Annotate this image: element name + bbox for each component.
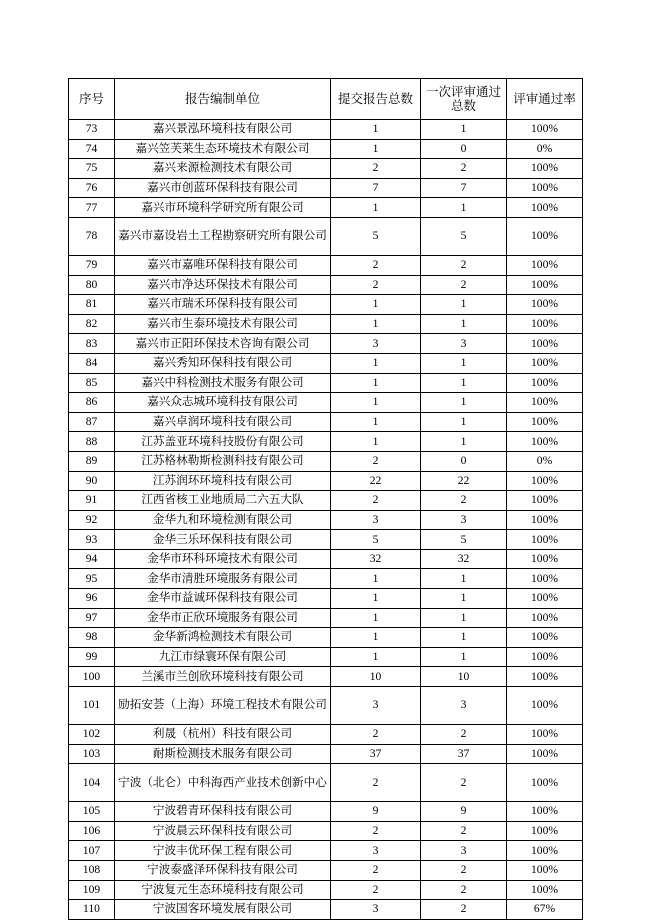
cell-seq: 80 — [69, 275, 115, 295]
cell-first-pass-total: 5 — [421, 530, 507, 550]
cell-unit-name: 金华市清胜环境服务有限公司 — [115, 569, 331, 589]
cell-first-pass-total: 2 — [421, 861, 507, 881]
table-row — [69, 549, 583, 569]
cell-seq: 87 — [69, 412, 115, 432]
table-row — [69, 725, 583, 745]
cell-pass-rate: 100% — [507, 198, 583, 218]
cell-pass-rate: 100% — [507, 687, 583, 725]
cell-first-pass-total: 2 — [421, 821, 507, 841]
cell-first-pass-total: 5 — [421, 217, 507, 255]
cell-seq: 83 — [69, 334, 115, 354]
cell-submitted-total: 1 — [331, 393, 421, 413]
cell-unit-name: 嘉兴市嘉设岩土工程勘察研究所有限公司 — [115, 217, 331, 255]
table-row — [69, 608, 583, 628]
column-header-pass-rate: 评审通过率 — [507, 79, 583, 120]
cell-seq: 99 — [69, 647, 115, 667]
cell-submitted-total: 1 — [331, 198, 421, 218]
cell-submitted-total: 37 — [331, 744, 421, 764]
cell-submitted-total: 2 — [331, 861, 421, 881]
cell-submitted-total: 3 — [331, 510, 421, 530]
table-row — [69, 412, 583, 432]
cell-pass-rate: 100% — [507, 880, 583, 900]
cell-unit-name: 金华市环科环境技术有限公司 — [115, 549, 331, 569]
cell-submitted-total: 32 — [331, 549, 421, 569]
cell-submitted-total: 22 — [331, 471, 421, 491]
cell-unit-name: 金华九和环境检测有限公司 — [115, 510, 331, 530]
cell-submitted-total: 7 — [331, 178, 421, 198]
table-header — [69, 79, 583, 120]
cell-submitted-total: 2 — [331, 255, 421, 275]
cell-pass-rate: 100% — [507, 647, 583, 667]
cell-seq: 85 — [69, 373, 115, 393]
cell-submitted-total: 1 — [331, 589, 421, 609]
cell-seq: 92 — [69, 510, 115, 530]
cell-unit-name: 金华新鸿检测技术有限公司 — [115, 628, 331, 648]
cell-submitted-total: 1 — [331, 569, 421, 589]
cell-first-pass-total: 22 — [421, 471, 507, 491]
cell-submitted-total: 10 — [331, 667, 421, 687]
cell-unit-name: 宁波丰优环保工程有限公司 — [115, 841, 331, 861]
cell-unit-name: 金华市正欣环境服务有限公司 — [115, 608, 331, 628]
cell-pass-rate: 0% — [507, 139, 583, 159]
cell-first-pass-total: 1 — [421, 608, 507, 628]
cell-seq: 94 — [69, 549, 115, 569]
cell-unit-name: 嘉兴众志城环境科技有限公司 — [115, 393, 331, 413]
cell-seq: 97 — [69, 608, 115, 628]
cell-seq: 74 — [69, 139, 115, 159]
cell-unit-name: 江苏盖亚环境科技股份有限公司 — [115, 432, 331, 452]
cell-first-pass-total: 2 — [421, 275, 507, 295]
table-row — [69, 647, 583, 667]
table-header-row — [69, 79, 583, 120]
column-header-first-pass-total: 一次评审通过总数 — [421, 79, 507, 120]
cell-submitted-total: 9 — [331, 802, 421, 822]
cell-first-pass-total: 37 — [421, 744, 507, 764]
table-body — [69, 120, 583, 920]
cell-pass-rate: 67% — [507, 900, 583, 920]
cell-pass-rate: 100% — [507, 589, 583, 609]
cell-submitted-total: 1 — [331, 647, 421, 667]
cell-submitted-total: 1 — [331, 353, 421, 373]
cell-first-pass-total: 1 — [421, 373, 507, 393]
table-row — [69, 510, 583, 530]
cell-seq: 98 — [69, 628, 115, 648]
table-row — [69, 120, 583, 140]
cell-pass-rate: 100% — [507, 353, 583, 373]
cell-seq: 89 — [69, 451, 115, 471]
table-row — [69, 139, 583, 159]
cell-seq: 75 — [69, 159, 115, 179]
cell-pass-rate: 100% — [507, 744, 583, 764]
cell-pass-rate: 100% — [507, 275, 583, 295]
cell-first-pass-total: 2 — [421, 880, 507, 900]
cell-pass-rate: 100% — [507, 334, 583, 354]
cell-pass-rate: 100% — [507, 295, 583, 315]
cell-pass-rate: 100% — [507, 861, 583, 881]
cell-seq: 78 — [69, 217, 115, 255]
cell-seq: 90 — [69, 471, 115, 491]
cell-unit-name: 宁波晨云环保科技有限公司 — [115, 821, 331, 841]
cell-pass-rate: 0% — [507, 451, 583, 471]
cell-pass-rate: 100% — [507, 412, 583, 432]
cell-submitted-total: 2 — [331, 821, 421, 841]
cell-unit-name: 嘉兴秀知环保科技有限公司 — [115, 353, 331, 373]
cell-pass-rate: 100% — [507, 725, 583, 745]
cell-seq: 100 — [69, 667, 115, 687]
cell-seq: 76 — [69, 178, 115, 198]
cell-first-pass-total: 32 — [421, 549, 507, 569]
cell-seq: 110 — [69, 900, 115, 920]
cell-unit-name: 兰溪市兰创欣环境科技有限公司 — [115, 667, 331, 687]
cell-seq: 102 — [69, 725, 115, 745]
report-table — [68, 78, 583, 920]
cell-first-pass-total: 2 — [421, 900, 507, 920]
table-row — [69, 628, 583, 648]
cell-submitted-total: 1 — [331, 608, 421, 628]
cell-submitted-total: 3 — [331, 687, 421, 725]
table-row — [69, 334, 583, 354]
cell-unit-name: 嘉兴市环境科学研究所有限公司 — [115, 198, 331, 218]
cell-unit-name: 江苏格林勒斯检测科技有限公司 — [115, 451, 331, 471]
table-container — [68, 78, 582, 920]
cell-seq: 103 — [69, 744, 115, 764]
cell-submitted-total: 1 — [331, 139, 421, 159]
cell-pass-rate: 100% — [507, 764, 583, 802]
column-header-unit: 报告编制单位 — [115, 79, 331, 120]
table-row — [69, 159, 583, 179]
cell-first-pass-total: 1 — [421, 314, 507, 334]
cell-first-pass-total: 1 — [421, 412, 507, 432]
cell-unit-name: 宁波复元生态环境科技有限公司 — [115, 880, 331, 900]
cell-submitted-total: 2 — [331, 880, 421, 900]
table-row — [69, 373, 583, 393]
column-header-submitted-total: 提交报告总数 — [331, 79, 421, 120]
cell-pass-rate: 100% — [507, 821, 583, 841]
cell-unit-name: 宁波泰盛泽环保科技有限公司 — [115, 861, 331, 881]
cell-unit-name: 利晟（杭州）科技有限公司 — [115, 725, 331, 745]
cell-first-pass-total: 1 — [421, 432, 507, 452]
cell-first-pass-total: 3 — [421, 841, 507, 861]
cell-submitted-total: 2 — [331, 159, 421, 179]
cell-first-pass-total: 1 — [421, 295, 507, 315]
cell-seq: 106 — [69, 821, 115, 841]
cell-unit-name: 九江市绿寰环保有限公司 — [115, 647, 331, 667]
table-row — [69, 178, 583, 198]
table-row — [69, 432, 583, 452]
cell-pass-rate: 100% — [507, 314, 583, 334]
table-row — [69, 255, 583, 275]
cell-first-pass-total: 10 — [421, 667, 507, 687]
cell-first-pass-total: 2 — [421, 491, 507, 511]
cell-seq: 96 — [69, 589, 115, 609]
cell-pass-rate: 100% — [507, 178, 583, 198]
cell-seq: 104 — [69, 764, 115, 802]
cell-seq: 88 — [69, 432, 115, 452]
table-row — [69, 569, 583, 589]
cell-submitted-total: 3 — [331, 900, 421, 920]
cell-pass-rate: 100% — [507, 217, 583, 255]
cell-unit-name: 宁波碧青环保科技有限公司 — [115, 802, 331, 822]
cell-first-pass-total: 9 — [421, 802, 507, 822]
table-row — [69, 451, 583, 471]
cell-submitted-total: 5 — [331, 530, 421, 550]
cell-unit-name: 江苏润环环境科技有限公司 — [115, 471, 331, 491]
cell-submitted-total: 1 — [331, 628, 421, 648]
table-row — [69, 314, 583, 334]
table-row — [69, 530, 583, 550]
cell-pass-rate: 100% — [507, 393, 583, 413]
table-row — [69, 744, 583, 764]
cell-first-pass-total: 3 — [421, 510, 507, 530]
cell-pass-rate: 100% — [507, 471, 583, 491]
table-row — [69, 802, 583, 822]
cell-unit-name: 江西省核工业地质局二六五大队 — [115, 491, 331, 511]
cell-submitted-total: 2 — [331, 451, 421, 471]
cell-seq: 93 — [69, 530, 115, 550]
cell-submitted-total: 1 — [331, 120, 421, 140]
cell-pass-rate: 100% — [507, 667, 583, 687]
cell-unit-name: 金华市益诚环保科技有限公司 — [115, 589, 331, 609]
cell-submitted-total: 1 — [331, 295, 421, 315]
cell-seq: 77 — [69, 198, 115, 218]
cell-pass-rate: 100% — [507, 608, 583, 628]
table-row — [69, 295, 583, 315]
cell-seq: 82 — [69, 314, 115, 334]
table-row — [69, 491, 583, 511]
cell-pass-rate: 100% — [507, 841, 583, 861]
table-row — [69, 275, 583, 295]
cell-seq: 73 — [69, 120, 115, 140]
cell-submitted-total: 5 — [331, 217, 421, 255]
cell-pass-rate: 100% — [507, 159, 583, 179]
cell-first-pass-total: 3 — [421, 334, 507, 354]
cell-first-pass-total: 1 — [421, 198, 507, 218]
cell-submitted-total: 1 — [331, 373, 421, 393]
table-row — [69, 687, 583, 725]
cell-submitted-total: 1 — [331, 432, 421, 452]
cell-first-pass-total: 1 — [421, 353, 507, 373]
cell-first-pass-total: 1 — [421, 628, 507, 648]
cell-seq: 105 — [69, 802, 115, 822]
cell-unit-name: 嘉兴来源检测技术有限公司 — [115, 159, 331, 179]
cell-first-pass-total: 2 — [421, 725, 507, 745]
cell-first-pass-total: 2 — [421, 159, 507, 179]
cell-pass-rate: 100% — [507, 510, 583, 530]
cell-unit-name: 宁波国客环境发展有限公司 — [115, 900, 331, 920]
cell-first-pass-total: 1 — [421, 589, 507, 609]
cell-submitted-total: 2 — [331, 491, 421, 511]
cell-pass-rate: 100% — [507, 569, 583, 589]
cell-unit-name: 嘉兴市净达环保技术有限公司 — [115, 275, 331, 295]
cell-seq: 109 — [69, 880, 115, 900]
cell-seq: 79 — [69, 255, 115, 275]
cell-unit-name: 嘉兴市嘉唯环保科技有限公司 — [115, 255, 331, 275]
cell-first-pass-total: 1 — [421, 647, 507, 667]
cell-seq: 108 — [69, 861, 115, 881]
cell-submitted-total: 2 — [331, 764, 421, 802]
cell-first-pass-total: 1 — [421, 120, 507, 140]
cell-unit-name: 金华三乐环保科技有限公司 — [115, 530, 331, 550]
table-row — [69, 841, 583, 861]
cell-unit-name: 嘉兴市瑞禾环保科技有限公司 — [115, 295, 331, 315]
cell-pass-rate: 100% — [507, 255, 583, 275]
table-row — [69, 861, 583, 881]
cell-first-pass-total: 2 — [421, 255, 507, 275]
cell-unit-name: 嘉兴市创蓝环保科技有限公司 — [115, 178, 331, 198]
cell-seq: 107 — [69, 841, 115, 861]
table-row — [69, 217, 583, 255]
cell-submitted-total: 1 — [331, 314, 421, 334]
table-row — [69, 393, 583, 413]
cell-seq: 95 — [69, 569, 115, 589]
cell-unit-name: 宁波（北仑）中科海西产业技术创新中心 — [115, 764, 331, 802]
cell-submitted-total: 3 — [331, 334, 421, 354]
table-row — [69, 353, 583, 373]
cell-submitted-total: 3 — [331, 841, 421, 861]
table-row — [69, 667, 583, 687]
cell-first-pass-total: 0 — [421, 451, 507, 471]
cell-seq: 86 — [69, 393, 115, 413]
cell-first-pass-total: 2 — [421, 764, 507, 802]
cell-pass-rate: 100% — [507, 802, 583, 822]
cell-submitted-total: 2 — [331, 725, 421, 745]
cell-seq: 81 — [69, 295, 115, 315]
cell-seq: 91 — [69, 491, 115, 511]
cell-unit-name: 嘉兴景泓环境科技有限公司 — [115, 120, 331, 140]
cell-first-pass-total: 1 — [421, 569, 507, 589]
table-row — [69, 880, 583, 900]
table-row — [69, 764, 583, 802]
cell-first-pass-total: 3 — [421, 687, 507, 725]
cell-unit-name: 励拓安荟（上海）环境工程技术有限公司 — [115, 687, 331, 725]
cell-pass-rate: 100% — [507, 530, 583, 550]
cell-pass-rate: 100% — [507, 628, 583, 648]
cell-unit-name: 嘉兴市生泰环境技术有限公司 — [115, 314, 331, 334]
table-row — [69, 821, 583, 841]
cell-pass-rate: 100% — [507, 120, 583, 140]
table-row — [69, 198, 583, 218]
cell-pass-rate: 100% — [507, 432, 583, 452]
table-row — [69, 471, 583, 491]
cell-first-pass-total: 1 — [421, 393, 507, 413]
cell-unit-name: 嘉兴市正阳环保技术咨询有限公司 — [115, 334, 331, 354]
table-row — [69, 589, 583, 609]
cell-unit-name: 嘉兴中科检测技术服务有限公司 — [115, 373, 331, 393]
cell-first-pass-total: 7 — [421, 178, 507, 198]
cell-submitted-total: 1 — [331, 412, 421, 432]
cell-first-pass-total: 0 — [421, 139, 507, 159]
cell-pass-rate: 100% — [507, 491, 583, 511]
cell-seq: 101 — [69, 687, 115, 725]
cell-pass-rate: 100% — [507, 549, 583, 569]
cell-unit-name: 嘉兴卓润环境科技有限公司 — [115, 412, 331, 432]
cell-seq: 84 — [69, 353, 115, 373]
cell-unit-name: 嘉兴笠芙莱生态环境技术有限公司 — [115, 139, 331, 159]
cell-submitted-total: 2 — [331, 275, 421, 295]
cell-unit-name: 耐斯检测技术服务有限公司 — [115, 744, 331, 764]
table-row — [69, 900, 583, 920]
column-header-seq: 序号 — [69, 79, 115, 120]
cell-pass-rate: 100% — [507, 373, 583, 393]
